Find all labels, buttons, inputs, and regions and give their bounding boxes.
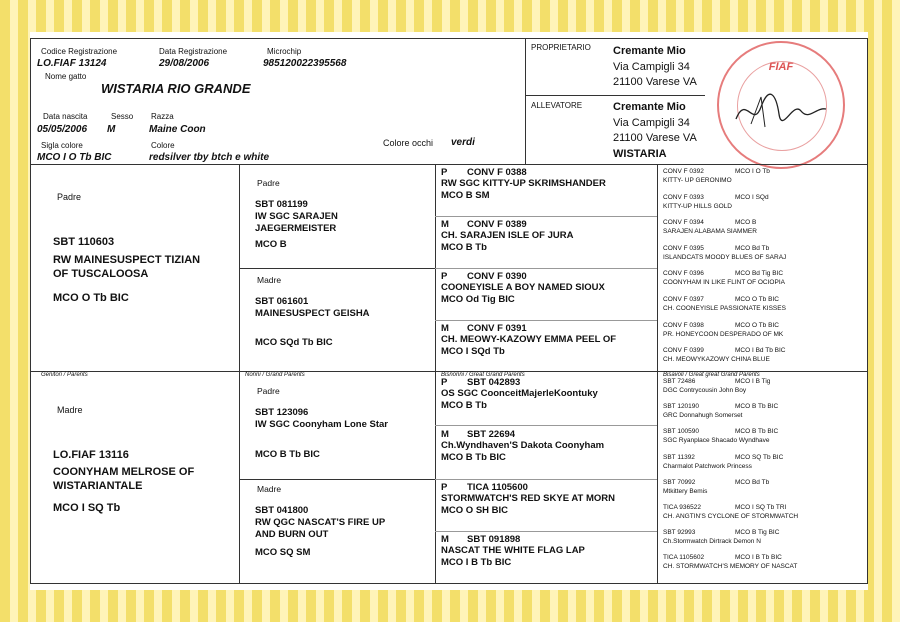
gg-sex: M [441,323,449,334]
ggg-reg: CONV F 0395 [663,244,704,252]
ggg-reg: CONV F 0399 [663,347,704,355]
gg-sex: M [441,429,449,440]
father-reg: SBT 110603 [53,236,115,248]
sesso-label: Sesso [111,112,134,121]
gg-reg: SBT 22694 [467,429,516,440]
proprietario-name: Cremante Mio [613,45,686,57]
gg-ems: MCO B Tb [441,242,487,253]
label-great-great: Bisavoli / Great great Grand Parents [663,372,760,378]
razza-label: Razza [151,112,174,121]
mother-role: Madre [57,405,83,415]
gg-name: Ch.Wyndhaven'S Dakota Coonyham [441,440,605,451]
nascita-label: Data nascita [43,112,88,121]
mother-sire-reg: SBT 123096 [255,407,309,418]
father-role: Padre [57,192,82,202]
colore-value: redsilver tby btch e white [149,152,270,163]
gg-reg: TICA 1105600 [467,482,528,493]
sigla-label: Sigla colore [41,141,83,150]
father-ems: MCO O Tb BIC [53,292,129,304]
sesso-value: M [107,124,116,135]
ggg-reg: SBT 72486 [663,378,696,385]
mother-sire-role: Padre [257,386,280,396]
gg-sex: P [441,377,448,388]
ggg-name: CH. COONEYISLE PASSIONATE KISSES [663,305,786,312]
gg-reg: CONV F 0389 [467,219,527,230]
ggg-reg: CONV F 0398 [663,321,704,329]
mother-dam-role: Madre [257,484,282,494]
gg-sex: M [441,534,449,545]
ggg-name: KITTY-UP HILLS GOLD [663,202,732,210]
ggg-reg: SBT 70992 [663,478,696,486]
ggg-ems: MCO I B Tb BIC [735,554,782,562]
label-great: Bisnonni / Great Grand Parents [441,372,525,378]
mother-name: COONYHAM MELROSE OF WISTARIANTALE [53,466,195,492]
allevatore-label: ALLEVATORE [531,101,583,110]
gg-ems: MCO B Tb [441,400,487,411]
data-reg-label: Data Registrazione [159,47,228,56]
ggg-name: SGC Ryanplace Shacado Wyndhave [663,437,770,445]
occhi-label: Colore occhi [383,138,434,148]
ggg-ems: MCO B Tig BIC [735,529,780,537]
ggg-ems: MCO B Tb BIC [735,403,779,411]
father-name: RW MAINESUSPECT TIZIAN OF TUSCALOOSA [53,254,201,280]
mother-dam-reg: SBT 041800 [255,505,309,516]
label-parents: Genitori / Parents [41,372,88,378]
codice-label: Codice Registrazione [41,47,118,56]
ggg-reg: CONV F 0394 [663,219,704,227]
father-sire-ems: MCO B [255,239,287,250]
sigla-value: MCO I O Tb BIC [37,152,112,163]
allevatore-name: Cremante Mio [613,101,686,113]
gg-reg: CONV F 0390 [467,271,527,282]
mother-sire-name: IW SGC Coonyham Lone Star [255,419,389,430]
ggg-reg: SBT 11392 [663,453,695,461]
gg-reg: CONV F 0391 [467,323,527,334]
mother-ems: MCO I SQ Tb [53,502,121,514]
gg-ems: MCO B Tb BIC [441,452,506,463]
ggg-ems: MCO I SQ Tb TRI [735,504,787,511]
father-dam-name: MAINESUSPECT GEISHA [255,308,370,319]
ggg-ems: MCO Bd Tb [735,478,770,486]
allevatore-cattery: WISTARIA [613,148,667,160]
allevatore-city: 21100 Varese VA [613,132,697,144]
ggg-ems: MCO I O Tb [735,168,770,175]
ggg-ems: MCO B Tb BIC [735,428,779,436]
ggg-reg: TICA 936522 [663,504,701,511]
gg-reg: CONV F 0388 [467,167,527,178]
gg-name: STORMWATCH'S RED SKYE AT MORN [441,493,615,504]
ggg-name: PR. HONEYCOON DESPERADO OF MK [663,330,784,338]
proprietario-address: Via Campigli 34 [613,61,690,73]
ggg-name: Ch.Stormwatch Dirtrack Demon N [663,538,761,546]
nascita-value: 05/05/2006 [37,124,88,135]
father-dam-reg: SBT 061601 [255,296,309,307]
allevatore-address: Via Campigli 34 [613,117,690,129]
ggg-reg: CONV F 0393 [663,193,704,201]
ggg-ems: MCO Bd Tig BIC [735,270,784,278]
ggg-name: CH. MEOWYKAZOWY CHINA BLUE [663,356,770,364]
gg-name: NASCAT THE WHITE FLAG LAP [441,545,585,556]
ggg-name: GRC Donnahugh Somerset [663,412,743,420]
ggg-reg: SBT 120190 [663,403,700,411]
ggg-reg: SBT 92993 [663,529,696,537]
gg-reg: SBT 091898 [467,534,521,545]
gg-ems: MCO Od Tig BIC [441,294,515,305]
father-dam-ems: MCO SQd Tb BIC [255,337,333,348]
occhi-value: verdi [451,137,475,148]
gg-sex: P [441,482,448,493]
mother-reg: LO.FIAF 13116 [53,449,129,461]
gg-ems: MCO I B Tb BIC [441,557,512,568]
gg-ems: MCO O SH BIC [441,505,509,516]
gg-sex: M [441,219,449,230]
microchip-value: 985120022395568 [263,58,347,69]
ggg-name: DGC Contrycousin John Boy [663,387,747,394]
seal-label: FIAF [768,61,794,73]
mother-sire-ems: MCO B Tb BIC [255,449,320,460]
ggg-name: KITTY- UP GERONIMO [663,177,732,184]
ggg-reg: CONV F 0392 [663,168,704,175]
ggg-ems: MCO I B Tig [735,378,771,385]
label-grand: Nonni / Grand Parents [245,372,305,378]
mother-dam-name: RW QGC NASCAT'S FIRE UP AND BURN OUT [255,517,386,540]
ggg-ems: MCO O Tb BIC [735,321,779,329]
ggg-ems: MCO I SQd [735,193,769,201]
razza-value: Maine Coon [149,124,206,135]
microchip-label: Microchip [267,47,302,56]
father-sire-name: IW SGC SARAJEN JAEGERMEISTER [255,211,338,234]
gg-reg: SBT 042893 [467,377,521,388]
data-reg-value: 29/08/2006 [159,58,210,69]
gg-name: CH. MEOWY-KAZOWY EMMA PEEL OF [441,334,617,345]
ggg-reg: SBT 100590 [663,428,700,436]
father-sire-reg: SBT 081199 [255,199,308,210]
nome-label: Nome gatto [45,72,87,81]
gg-sex: P [441,167,448,178]
gg-name: OS SGC CoonceitMajerleKoontuky [441,388,598,399]
proprietario-label: PROPRIETARIO [531,43,591,52]
ggg-ems: MCO B [735,219,757,227]
cat-name: WISTARIA RIO GRANDE [101,81,251,96]
ggg-name: SARAJEN ALABAMA SIAMMER [663,228,757,236]
gg-ems: MCO I SQd Tb [441,346,505,357]
pedigree-certificate [30,38,868,584]
ggg-reg: CONV F 0396 [663,270,704,278]
ggg-name: Charmalot Patchwork Princess [663,462,752,470]
ggg-name: CH. ANGTIN'S CYCLONE OF STORMWATCH [663,513,799,520]
ggg-ems: MCO Bd Tb [735,244,770,252]
ggg-ems: MCO O Tb BIC [735,296,779,303]
ggg-reg: CONV F 0397 [663,296,704,303]
mother-dam-ems: MCO SQ SM [255,547,311,558]
father-dam-role: Madre [257,275,282,285]
gg-sex: P [441,271,448,282]
proprietario-city: 21100 Varese VA [613,76,697,88]
signature [731,89,831,139]
ggg-name: COONYHAM IN LIKE FLINT OF OCIOPIA [663,279,785,287]
ggg-name: CH. STORMWATCH'S MEMORY OF NASCAT [663,563,798,571]
father-sire-role: Padre [257,178,280,188]
gg-name: COONEYISLE A BOY NAMED SIOUX [441,282,605,293]
ggg-name: ISLANDCATS MOODY BLUES OF SARAJ [663,253,787,261]
colore-label: Colore [151,141,175,150]
ggg-reg: TICA 1105602 [663,554,705,562]
ggg-ems: MCO I Bd Tb BIC [735,347,786,355]
gg-name: CH. SARAJEN ISLE OF JURA [441,230,574,241]
gg-name: RW SGC KITTY-UP SKRIMSHANDER [441,178,606,189]
codice-value: LO.FIAF 13124 [37,58,107,69]
gg-ems: MCO B SM [441,190,490,201]
ggg-ems: MCO SQ Tb BIC [735,453,784,461]
ggg-name: Mtkittery Bemis [663,487,708,495]
